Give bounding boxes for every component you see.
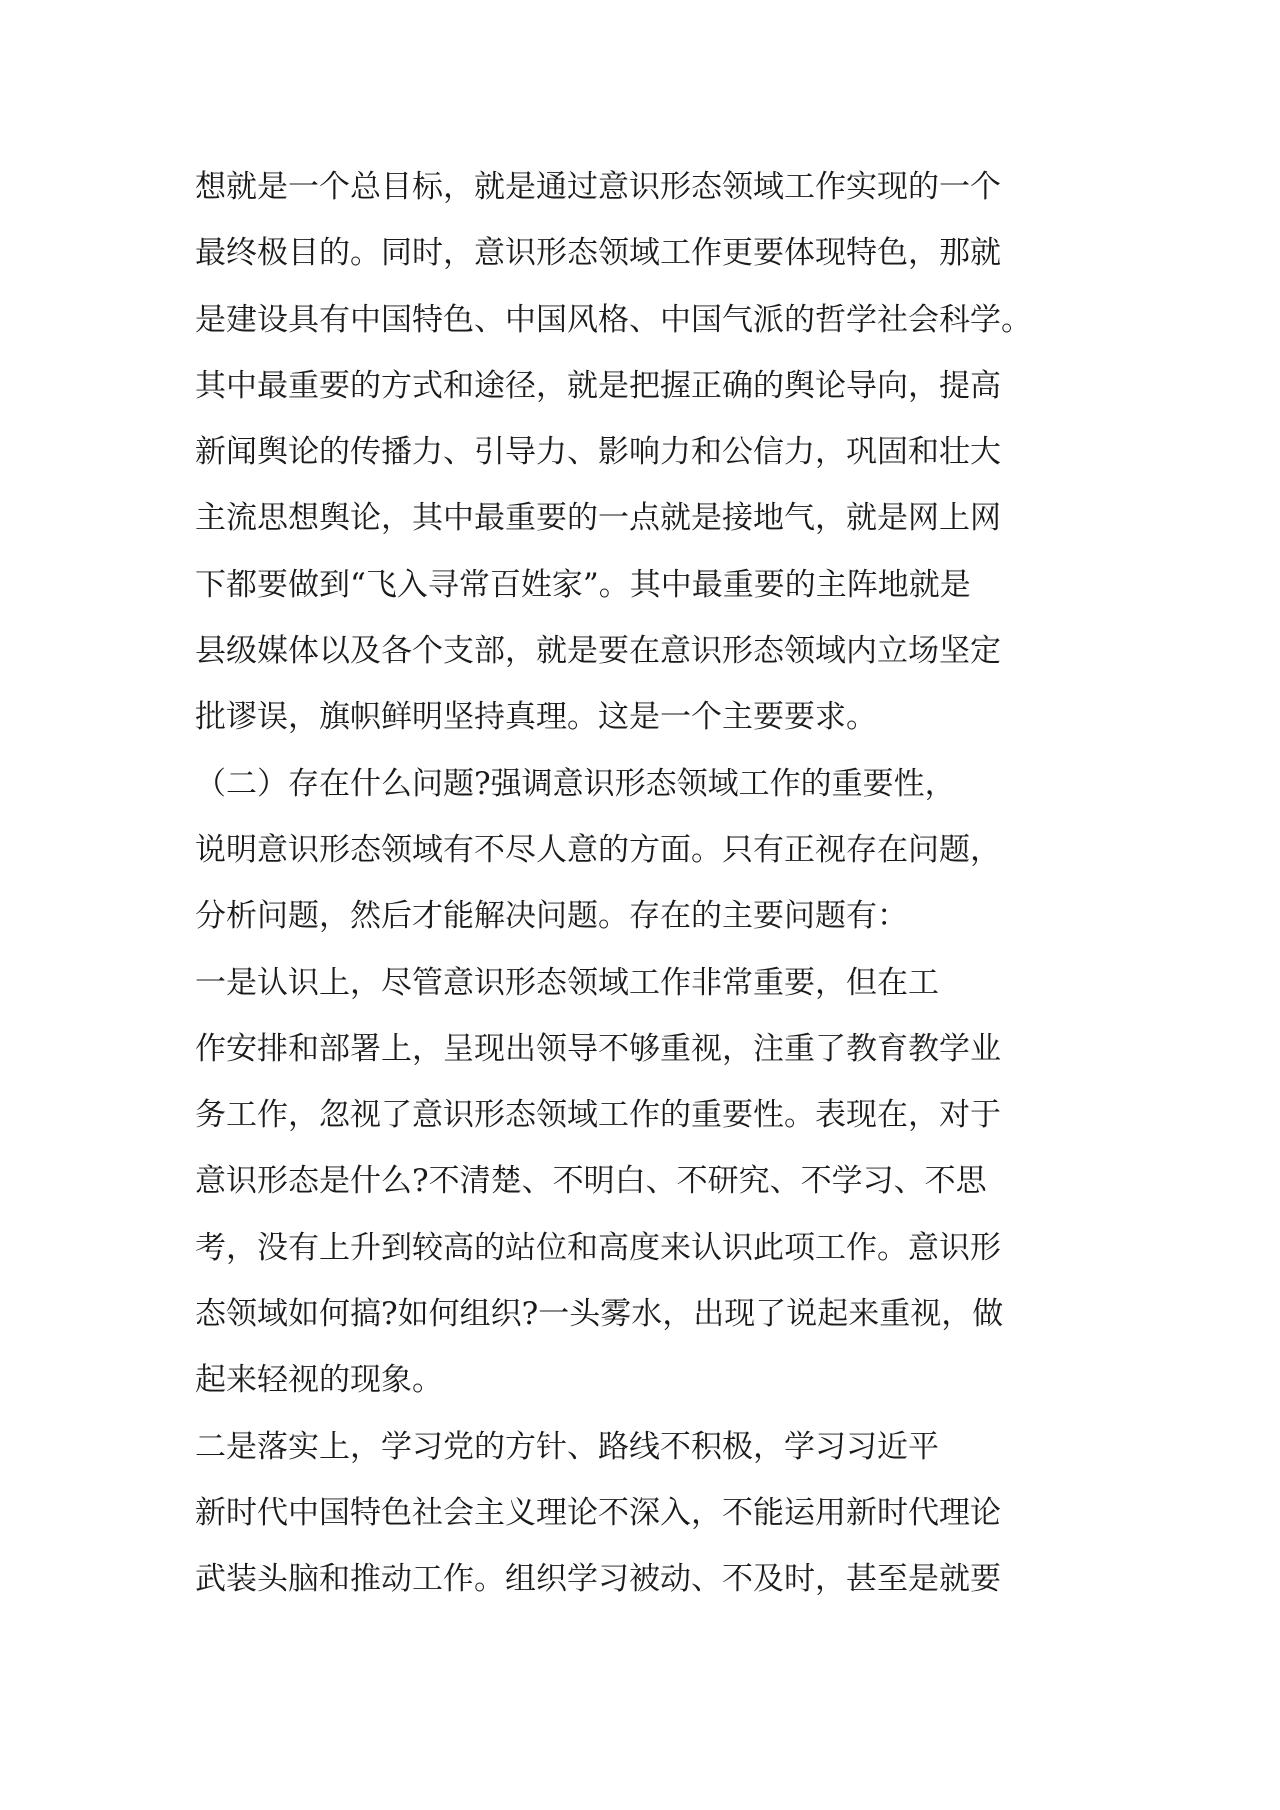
text-line: 县级媒体以及各个支部，就是要在意识形态领域内立场坚定 — [195, 633, 1001, 670]
text-line: 是建设具有中国特色、中国风格、中国气派的哲学社会科学。 — [195, 301, 1032, 338]
text-line: 其中最重要的方式和途径，就是把握正确的舆论导向，提高 — [195, 367, 1001, 404]
section-heading-line: （二）存在什么问题?强调意识形态领域工作的重要性， — [195, 765, 956, 802]
text-line: 新闻舆论的传播力、引导力、影响力和公信力，巩固和壮大 — [195, 434, 1001, 471]
text-line: 考，没有上升到较高的站位和高度来认识此项工作。意识形 — [195, 1229, 1001, 1266]
text-line: 起来轻视的现象。 — [195, 1362, 443, 1399]
text-line: 务工作，忽视了意识形态领域工作的重要性。表现在，对于 — [195, 1097, 1001, 1134]
text-line: 说明意识形态领域有不尽人意的方面。只有正视存在问题， — [195, 831, 1001, 868]
text-line: 一是认识上，尽管意识形态领域工作非常重要，但在工 — [195, 964, 939, 1001]
text-line: 想就是一个总目标，就是通过意识形态领域工作实现的一个 — [195, 169, 1001, 205]
text-line: 二是落实上，学习党的方针、路线不积极，学习习近平 — [195, 1428, 939, 1465]
text-line: 下都要做到“飞入寻常百姓家”。其中最重要的主阵地就是 — [195, 566, 971, 603]
text-line: 新时代中国特色社会主义理论不深入，不能运用新时代理论 — [195, 1494, 1001, 1531]
text-line: 作安排和部署上，呈现出领导不够重视，注重了教育教学业 — [195, 1030, 1001, 1067]
body-text — [195, 164, 1205, 1623]
text-line: 分析问题，然后才能解决问题。存在的主要问题有： — [195, 898, 908, 935]
text-line: 主流思想舆论，其中最重要的一点就是接地气，就是网上网 — [195, 500, 1001, 537]
text-line: 批谬误，旗帜鲜明坚持真理。这是一个主要要求。 — [195, 699, 877, 736]
text-line: 态领域如何搞?如何组织?一头雾水，出现了说起来重视，做 — [195, 1296, 1004, 1333]
text-line: 武装头脑和推动工作。组织学习被动、不及时，甚至是就要 — [195, 1561, 1001, 1598]
text-line: 意识形态是什么?不清楚、不明白、不研究、不学习、不思 — [195, 1163, 987, 1200]
text-line: 最终极目的。同时，意识形态领域工作更要体现特色，那就 — [195, 235, 1001, 272]
